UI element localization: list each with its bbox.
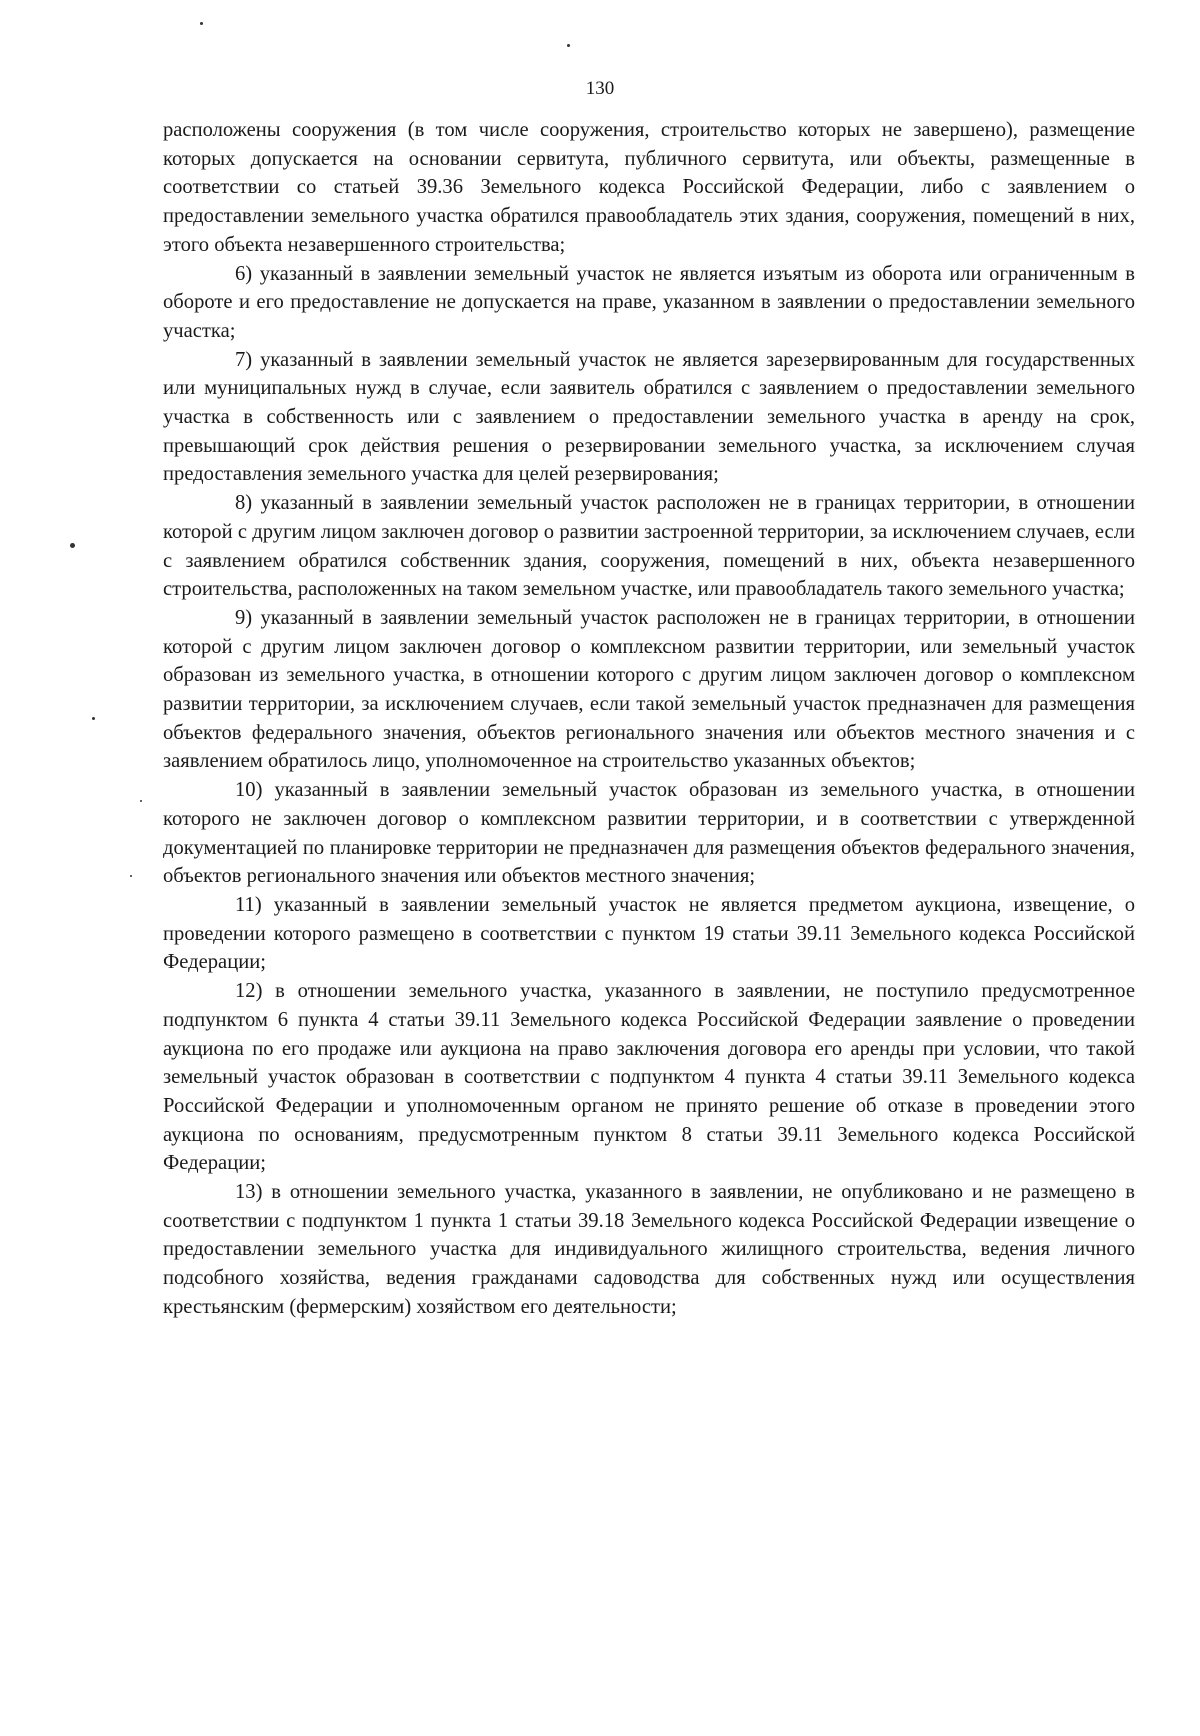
paragraph-item-11: 11) указанный в заявлении земельный участок не является предметом аукциона, извещение, о проведении которого размещено в соответствии с пунктом 19 статьи 39.11 Земельного кодекса Российской Федерации; <box>163 893 1135 974</box>
paragraph-item-8: 8) указанный в заявлении земельный участок расположен не в границах территории, в отношении которой с другим лицом заключен договор о развитии застроенной территории, за исключением случаев, если с заявлением обратился собственник здания, сооружения, помещений в них, объекта незавершенного строительства, расположенных на таком земельном участке, или правообладатель такого земельного участка; <box>163 492 1135 601</box>
paragraph-continuation: расположены сооружения (в том числе сооружения, строительство которых не завершено), размещение которых допускается на основании сервитута, публичного сервитута, или объекты, размещенные в соответствии со статьей 39.36 Земельного кодекса Российской Федерации, либо с заявлением о предоставлении земельного участка обратился правообладатель этих здания, сооружения, помещений в них, этого объекта незавершенного строительства; <box>163 119 1135 256</box>
paragraph-item-10: 10) указанный в заявлении земельный участок образован из земельного участка, в отношении которого не заключен договор о комплексном развитии территории, и в соответствии с утвержденной документацией по планировке территории не предназначен для размещения объектов федерального значения, объектов регионального значения или объектов местного значения; <box>163 779 1135 888</box>
scan-speck <box>140 800 142 802</box>
paragraph-item-6: 6) указанный в заявлении земельный участок не является изъятым из оборота или ограниченным в обороте и его предоставление не допускается на праве, указанном в заявлении о предоставлении земельного участка; <box>163 262 1135 342</box>
paragraph-item-13: 13) в отношении земельного участка, указанного в заявлении, не опубликовано и не размещено в соответствии с подпунктом 1 пункта 1 статьи 39.18 Земельного кодекса Российской Федерации извещение о предоставлении земельного участка для индивидуального жилищного строительства, ведения личного подсобного хозяйства, ведения гражданами садоводства для собственных нужд или осуществления крестьянским (фермерским) хозяйством его деятельности; <box>163 1181 1135 1318</box>
scan-speck <box>130 875 132 877</box>
document-body <box>163 116 1135 1322</box>
scan-speck <box>92 717 95 720</box>
page-number: 130 <box>585 78 615 99</box>
scan-speck <box>70 543 75 548</box>
paragraph-item-7: 7) указанный в заявлении земельный участок не является зарезервированным для государственных или муниципальных нужд в случае, если заявитель обратился с заявлением о предоставлении земельного участка в собственность или с заявлением о предоставлении земельного участка в аренду на срок, превышающий срок действия решения о резервировании земельного участка, за исключением случая предоставления земельного участка для целей резервирования; <box>163 348 1135 486</box>
paragraph-item-12: 12) в отношении земельного участка, указанного в заявлении, не поступило предусмотренное подпунктом 6 пункта 4 статьи 39.11 Земельного кодекса Российской Федерации заявление о проведении аукциона по его продаже или аукциона на право заключения договора его аренды при условии, что такой земельный участок образован в соответствии с подпунктом 4 пункта 4 статьи 39.11 Земельного кодекса Российской Федерации и уполномоченным органом не принято решение об отказе в проведении этого аукциона по основаниям, предусмотренным пунктом 8 статьи 39.11 Земельного кодекса Российской Федерации; <box>163 980 1135 1175</box>
scan-speck <box>567 44 570 47</box>
scan-speck <box>200 22 203 25</box>
paragraph-item-9: 9) указанный в заявлении земельный участок расположен не в границах территории, в отношении которой с другим лицом заключен договор о комплексном развитии территории, или земельный участок образован из земельного участка, в отношении которого с другим лицом заключен договор о комплексном развитии территории, за исключением случаев, если такой земельный участок предназначен для размещения объектов федерального значения, объектов регионального значения или объектов местного значения и с заявлением обратилось лицо, уполномоченное на строительство указанных объектов; <box>163 606 1135 773</box>
